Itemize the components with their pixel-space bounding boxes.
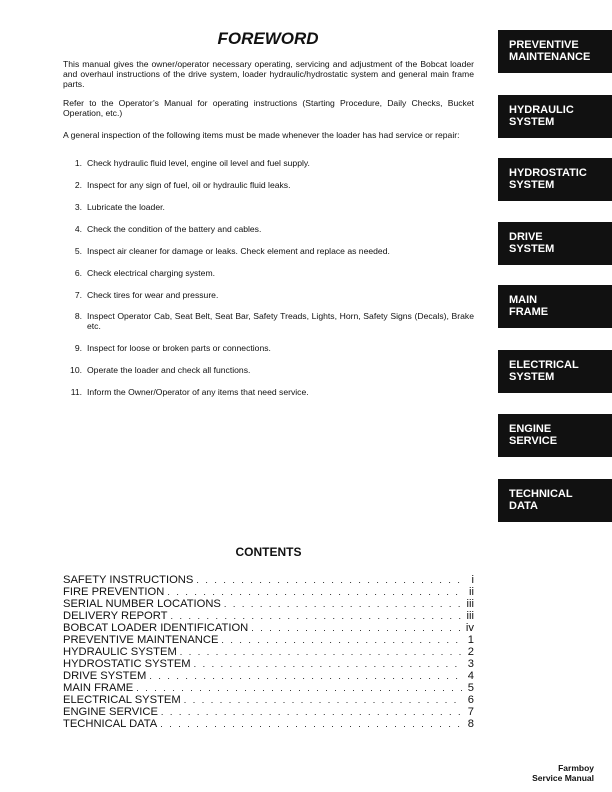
contents-heading: CONTENTS	[235, 545, 302, 559]
toc-page-number: 5	[467, 682, 474, 694]
toc-entry[interactable]	[63, 718, 474, 730]
checklist-text: Check hydraulic fluid level, engine oil level and fuel supply.	[87, 158, 310, 168]
page-title: FOREWORD	[217, 29, 319, 48]
toc-title: SAFETY INSTRUCTIONS	[63, 574, 194, 586]
checklist-number: 9.	[74, 343, 82, 353]
toc-page-number: 3	[467, 658, 474, 670]
checklist-number: 6.	[74, 268, 82, 278]
toc-entry[interactable]	[63, 634, 474, 646]
toc-entry[interactable]	[63, 670, 474, 682]
tab-hydrostatic-system[interactable]: HYDROSTATIC SYSTEM	[498, 158, 612, 201]
toc-dot-leader	[221, 634, 462, 646]
toc-entry[interactable]	[63, 682, 474, 694]
tab-hydraulic-system[interactable]: HYDRAULIC SYSTEM	[498, 95, 612, 138]
toc-title: TECHNICAL DATA	[63, 718, 158, 730]
inspection-paragraph: A general inspection of the following items must be made whenever the loader has had service or repair:	[63, 130, 460, 140]
checklist-number: 2.	[74, 180, 82, 190]
checklist-text: Check tires for wear and pressure.	[87, 290, 219, 300]
tab-drive-system[interactable]: DRIVE SYSTEM	[498, 222, 612, 265]
checklist-text: Check electrical charging system.	[87, 268, 215, 278]
toc-title: HYDROSTATIC SYSTEM	[63, 658, 191, 670]
toc-dot-leader	[136, 682, 462, 694]
toc-title: ENGINE SERVICE	[63, 706, 158, 718]
checklist-number: 11.	[70, 387, 82, 397]
toc-dot-leader	[149, 670, 462, 682]
toc-page-number: iii	[466, 598, 474, 610]
toc-title: BOBCAT LOADER IDENTIFICATION	[63, 622, 249, 634]
footer	[498, 763, 594, 783]
checklist-text: Inform the Owner/Operator of any items that need service.	[87, 387, 309, 397]
tab-preventive-maintenance[interactable]: PREVENTIVE MAINTENANCE	[498, 30, 612, 73]
toc-page-number: ii	[469, 586, 474, 598]
toc-dot-leader	[196, 574, 462, 586]
section-tabs	[498, 0, 612, 792]
toc-dot-leader	[161, 706, 462, 718]
checklist-number: 7.	[74, 290, 82, 300]
toc-dot-leader	[184, 694, 462, 706]
toc-entry[interactable]	[63, 658, 474, 670]
checklist-text: Check the condition of the battery and cables.	[87, 224, 262, 234]
toc-entry[interactable]	[63, 646, 474, 658]
toc-entry[interactable]	[63, 598, 474, 610]
toc-dot-leader	[160, 718, 462, 730]
checklist-text: Inspect air cleaner for damage or leaks. Check element and replace as needed.	[87, 246, 390, 256]
toc-page-number: iv	[465, 622, 474, 634]
intro-paragraph: This manual gives the owner/operator necessary operating, servicing and adjustment of the Bobcat loader and overhaul instructions of the drive system, loader hydraulic/hydrostatic system and general main frame parts.	[63, 59, 474, 89]
toc-entry[interactable]	[63, 622, 474, 634]
tab-main-frame[interactable]: MAIN FRAME	[498, 285, 612, 328]
operator-manual-paragraph: Refer to the Operator’s Manual for operating instructions (Starting Procedure, Daily Checks, Bucket Operation, etc.)	[63, 98, 474, 118]
toc-entry[interactable]	[63, 586, 474, 598]
toc-page-number: iii	[466, 610, 474, 622]
tab-technical-data[interactable]: TECHNICAL DATA	[498, 479, 612, 522]
toc-entry[interactable]	[63, 574, 474, 586]
toc-dot-leader	[167, 586, 462, 598]
toc-page-number: i	[471, 574, 474, 586]
checklist-text: Inspect Operator Cab, Seat Belt, Seat Bar, Safety Treads, Lights, Horn, Safety Signs (Decals), Brake etc.	[87, 311, 474, 331]
toc-dot-leader	[180, 646, 462, 658]
checklist-text: Inspect for loose or broken parts or connections.	[87, 343, 271, 353]
toc-dot-leader	[224, 598, 462, 610]
checklist-number: 8.	[74, 311, 82, 321]
checklist-text: Inspect for any sign of fuel, oil or hydraulic fluid leaks.	[87, 180, 291, 190]
toc-title: HYDRAULIC SYSTEM	[63, 646, 177, 658]
toc-title: PREVENTIVE MAINTENANCE	[63, 634, 219, 646]
toc-entry[interactable]	[63, 610, 474, 622]
checklist-number: 4.	[74, 224, 82, 234]
toc-page-number: 1	[467, 634, 474, 646]
tab-electrical-system[interactable]: ELECTRICAL SYSTEM	[498, 350, 612, 393]
toc-entry[interactable]	[63, 706, 474, 718]
tab-engine-service[interactable]: ENGINE SERVICE	[498, 414, 612, 457]
toc-page-number: 4	[467, 670, 474, 682]
toc-dot-leader	[251, 622, 462, 634]
toc-title: FIRE PREVENTION	[63, 586, 165, 598]
toc-dot-leader	[194, 658, 462, 670]
checklist-text: Operate the loader and check all functions.	[87, 365, 251, 375]
toc-title: DELIVERY REPORT	[63, 610, 168, 622]
toc-page-number: 7	[467, 706, 474, 718]
checklist-number: 3.	[74, 202, 82, 212]
toc-title: MAIN FRAME	[63, 682, 134, 694]
footer-manual: Service Manual	[532, 773, 594, 783]
toc-entry[interactable]	[63, 694, 474, 706]
checklist-number: 1.	[74, 158, 82, 168]
toc-title: ELECTRICAL SYSTEM	[63, 694, 181, 706]
checklist-text: Lubricate the loader.	[87, 202, 165, 212]
toc-title: SERIAL NUMBER LOCATIONS	[63, 598, 221, 610]
toc-dot-leader	[170, 610, 462, 622]
toc-page-number: 2	[467, 646, 474, 658]
toc-page-number: 8	[467, 718, 474, 730]
toc-page-number: 6	[467, 694, 474, 706]
toc-title: DRIVE SYSTEM	[63, 670, 147, 682]
checklist-number: 5.	[74, 246, 82, 256]
checklist-number: 10.	[70, 365, 82, 375]
footer-brand: Farmboy	[558, 763, 594, 773]
